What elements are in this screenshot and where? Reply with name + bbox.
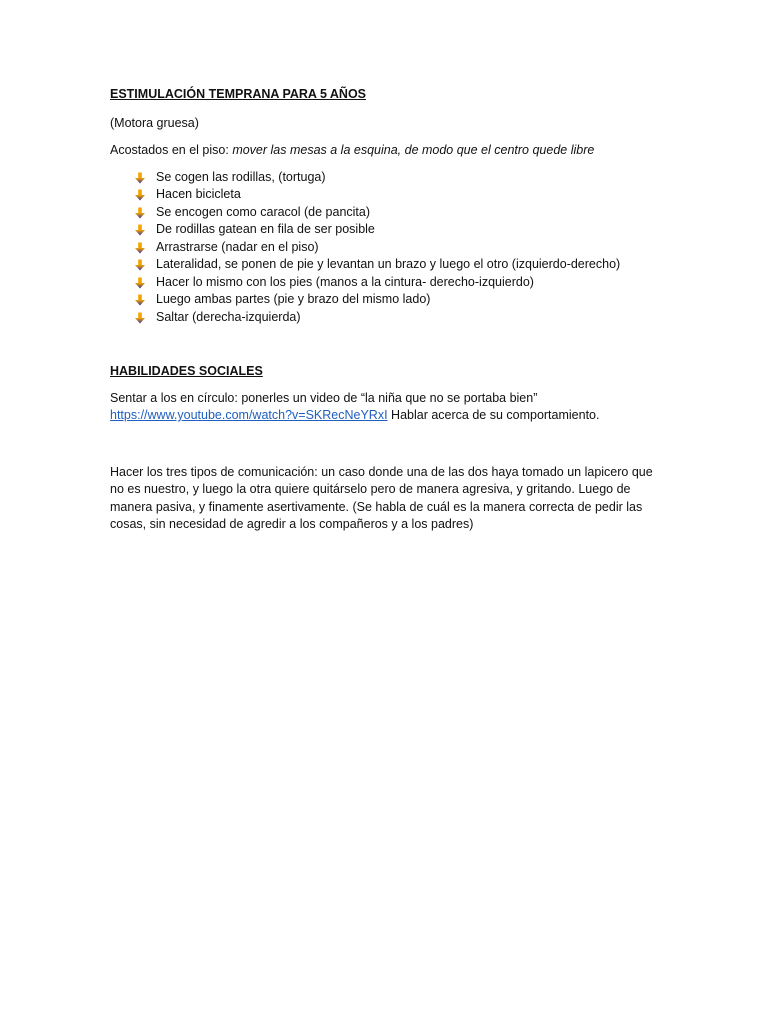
communication-types-paragraph: Hacer los tres tipos de comunicación: un caso donde una de las dos haya tomado un lapicero que no es nuestro, y luego la otra quiere quitárselo pero de manera agresiva, y gritando. Luego de manera pasiva, y finamente asertivamente. (Se habla de cuál es la manera correcta de pedir las cosas, sin necesidad de agredir a los compañeros y a los padres) [110,464,653,531]
down-arrow-icon [134,242,146,254]
down-arrow-icon [134,294,146,306]
section-subtitle-gross-motor: (Motora gruesa) [110,115,199,130]
down-arrow-icon [134,277,146,289]
social-skills-paragraph [110,390,666,425]
down-arrow-icon [134,259,146,271]
circle-activity-text: Sentar a los en círculo: ponerles un video de “la niña que no se portaba bien” [110,390,538,405]
down-arrow-icon [134,312,146,324]
section-title-social-skills: HABILIDADES SOCIALES [110,364,263,378]
list-item: Se cogen las rodillas, (tortuga) [134,169,666,187]
section-title-early-stimulation: ESTIMULACIÓN TEMPRANA PARA 5 AÑOS [110,87,367,101]
list-item: Saltar (derecha-izquierda) [134,309,666,327]
down-arrow-icon [134,172,146,184]
down-arrow-icon [134,224,146,236]
after-link-text: Hablar acerca de su comportamiento. [387,408,600,422]
list-item: Arrastrarse (nadar en el piso) [134,239,666,257]
list-item: De rodillas gatean en fila de ser posible [134,221,666,239]
lying-instruction-paragraph [110,142,666,160]
list-item: Se encogen como caracol (de pancita) [134,204,666,222]
down-arrow-icon [134,189,146,201]
lying-label: Acostados en el piso: [110,143,229,157]
list-item: Hacer lo mismo con los pies (manos a la cintura- derecho-izquierdo) [134,274,666,292]
down-arrow-icon [134,207,146,219]
lying-instruction: mover las mesas a la esquina, de modo que el centro quede libre [232,143,595,157]
document-page [110,86,666,546]
list-item: Lateralidad, se ponen de pie y levantan un brazo y luego el otro (izquierdo-derecho) [134,256,666,274]
list-item: Hacen bicicleta [134,186,666,204]
list-item: Luego ambas partes (pie y brazo del mismo lado) [134,291,666,309]
exercise-list [110,169,666,327]
youtube-video-link[interactable]: https://www.youtube.com/watch?v=SKRecNeYRxI [110,408,388,422]
